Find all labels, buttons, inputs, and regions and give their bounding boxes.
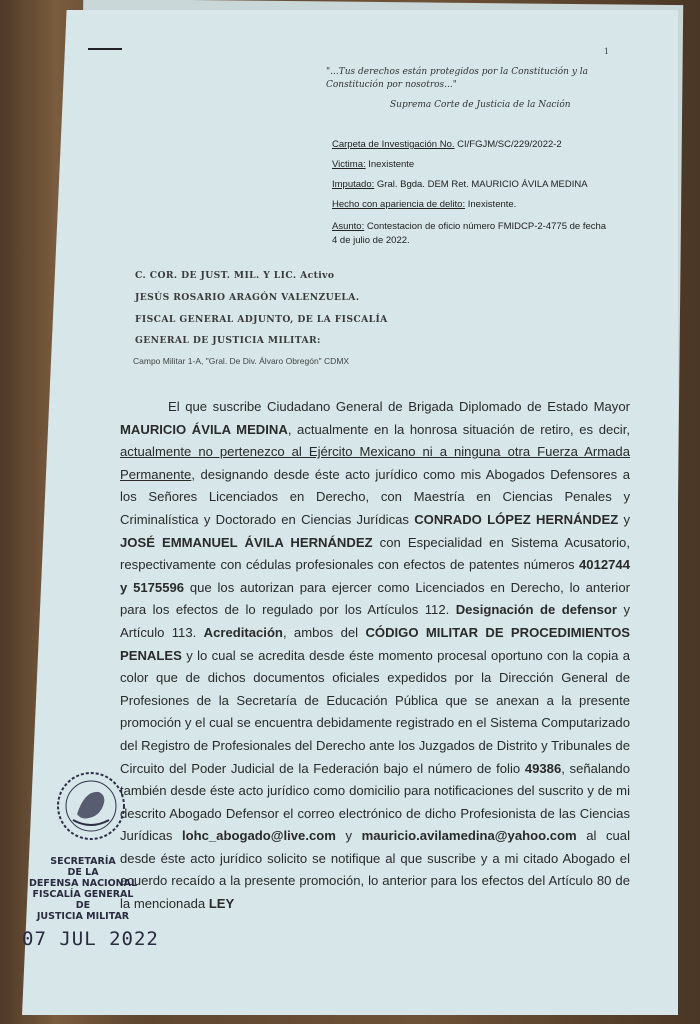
imputado-label: Imputado: bbox=[332, 179, 375, 190]
stamp-line-5: JUSTICIA MILITAR bbox=[36, 911, 130, 922]
header-dash bbox=[88, 48, 122, 50]
epigraph-source: Suprema Corte de Justicia de la Nación bbox=[390, 100, 571, 110]
body-bold: LEY bbox=[208, 896, 235, 912]
body-bold: CONRADO LÓPEZ HERNÁNDEZ bbox=[414, 511, 619, 527]
stamp-line-3: DEFENSA NACIONAL bbox=[28, 878, 138, 889]
imputado-value: Gral. Bgda. DEM Ret. MAURICIO ÁVILA MEDINA bbox=[374, 179, 588, 190]
body-text: , designando desde éste acto jurídico como mis Abogados Defensores a los Señores Licenciados en Derecho, con Maestría en Ciencias Penales y Criminalística y Doctorado en Ciencias Jurídicas bbox=[120, 466, 630, 527]
stamp-line-4: FISCALÍA GENERAL DE bbox=[32, 889, 134, 911]
official-stamp bbox=[28, 856, 138, 922]
victima-label: Victima: bbox=[332, 159, 366, 170]
body-text: y lo cual se acredita desde éste momento procesal oportuno con la copia a color que de dichos documentos oficiales expedidos por la Dirección General de Profesiones de la Secretaría de Educación Pública que se anexan a la presente promoción y el cual se encuentra debidamente registrado en el Sistema Computarizado del Registro de Profesionales del Derecho ante los Juzgados de Distrito y Tribunales de Circuito del Poder Judicial de la Federación bajo el número de folio bbox=[120, 647, 630, 776]
asunto-line-2: 4 de julio de 2022. bbox=[332, 235, 410, 246]
body-underlined: actualmente no pertenezco al Ejército Mexicano ni a ninguna otra Fuerza Armada Permanente bbox=[120, 444, 630, 482]
addressee-line-1: C. COR. DE JUST. MIL. Y LIC. Activo bbox=[135, 270, 335, 281]
epigraph-quote: "...Tus derechos están protegidos por la Constitución y la Constitución por nosotros..." bbox=[326, 67, 589, 90]
imputado-line bbox=[332, 179, 588, 191]
stamp-date: 07 JUL 2022 bbox=[22, 928, 159, 950]
body-bold: MAURICIO ÁVILA MEDINA bbox=[120, 421, 288, 437]
page-number: 1 bbox=[604, 46, 609, 56]
addressee-line-3: FISCAL GENERAL ADJUNTO, DE LA FISCALÍA bbox=[135, 314, 388, 325]
body-paragraph bbox=[120, 396, 630, 916]
body-text: y bbox=[335, 828, 362, 844]
body-bold: Acreditación bbox=[203, 624, 283, 640]
asunto-value-1: Contestacion de oficio número FMIDCP-2-4775 de fecha bbox=[364, 221, 607, 232]
asunto-label: Asunto: bbox=[332, 221, 365, 232]
body-text: , señalando también desde éste acto jurídico como domicilio para notificaciones del suscrito y de mi descrito Abogado Defensor el correo electrónico de dicho Profesionista de las Ciencias Jurídicas bbox=[120, 760, 630, 844]
asunto-line bbox=[332, 221, 606, 233]
body-text: , actualmente en la honrosa situación de retiro, es decir, bbox=[287, 421, 630, 437]
body-text: que los autorizan para ejercer como Licenciados en Derecho, lo anterior para los efectos de lo regulado por los Artículos 112. bbox=[120, 579, 630, 618]
body-bold: Designación de defensor bbox=[455, 602, 617, 618]
body-bold: 4012744 y 5175596 bbox=[120, 557, 630, 595]
body-text: con Especialidad en Sistema Acusatorio, respectivamente con cédulas profesionales con efectos de patentes números bbox=[120, 534, 630, 573]
body-bold: JOSÉ EMMANUEL ÁVILA HERNÁNDEZ bbox=[120, 534, 373, 550]
victima-line bbox=[332, 159, 414, 171]
carpeta-value: CI/FGJM/SC/229/2022-2 bbox=[454, 139, 562, 150]
body-bold: mauricio.avilamedina@yahoo.com bbox=[361, 828, 577, 844]
addressee-location: Campo Militar 1-A, "Gral. De Div. Álvaro Obregón" CDMX bbox=[133, 356, 350, 366]
body-text: El que suscribe Ciudadano General de Brigada Diplomado de Estado Mayor bbox=[168, 399, 630, 414]
hecho-line bbox=[332, 199, 516, 211]
body-bold: 49386 bbox=[524, 760, 562, 776]
body-text: y Artículo 113. bbox=[120, 602, 630, 640]
eagle-seal-icon bbox=[55, 770, 127, 842]
hecho-label: Hecho con apariencia de delito: bbox=[332, 199, 466, 210]
stamp-line-2: DE LA bbox=[67, 867, 99, 878]
addressee-line-4: GENERAL DE JUSTICIA MILITAR: bbox=[135, 335, 321, 346]
carpeta-label: Carpeta de Investigación No. bbox=[332, 139, 455, 150]
addressee-line-2: JESÚS ROSARIO ARAGÓN VALENZUELA. bbox=[135, 292, 360, 303]
body-bold: CÓDIGO MILITAR DE PROCEDIMIENTOS PENALES bbox=[120, 624, 630, 663]
hecho-value: Inexistente. bbox=[465, 199, 517, 210]
body-text: , ambos del bbox=[282, 624, 366, 640]
body-text: y bbox=[618, 511, 630, 527]
body-bold: lohc_abogado@live.com bbox=[181, 828, 336, 844]
stamp-line-1: SECRETARÍA bbox=[50, 856, 116, 867]
victima-value: Inexistente bbox=[365, 159, 415, 170]
body-text: al cual desde éste acto jurídico solicito se notifique al que suscribe y a mi citado Abogado el acuerdo recaído a la presente promoción, lo anterior para los efectos del Artículo 80 de la mencionada bbox=[120, 828, 630, 912]
carpeta-line bbox=[332, 139, 562, 151]
